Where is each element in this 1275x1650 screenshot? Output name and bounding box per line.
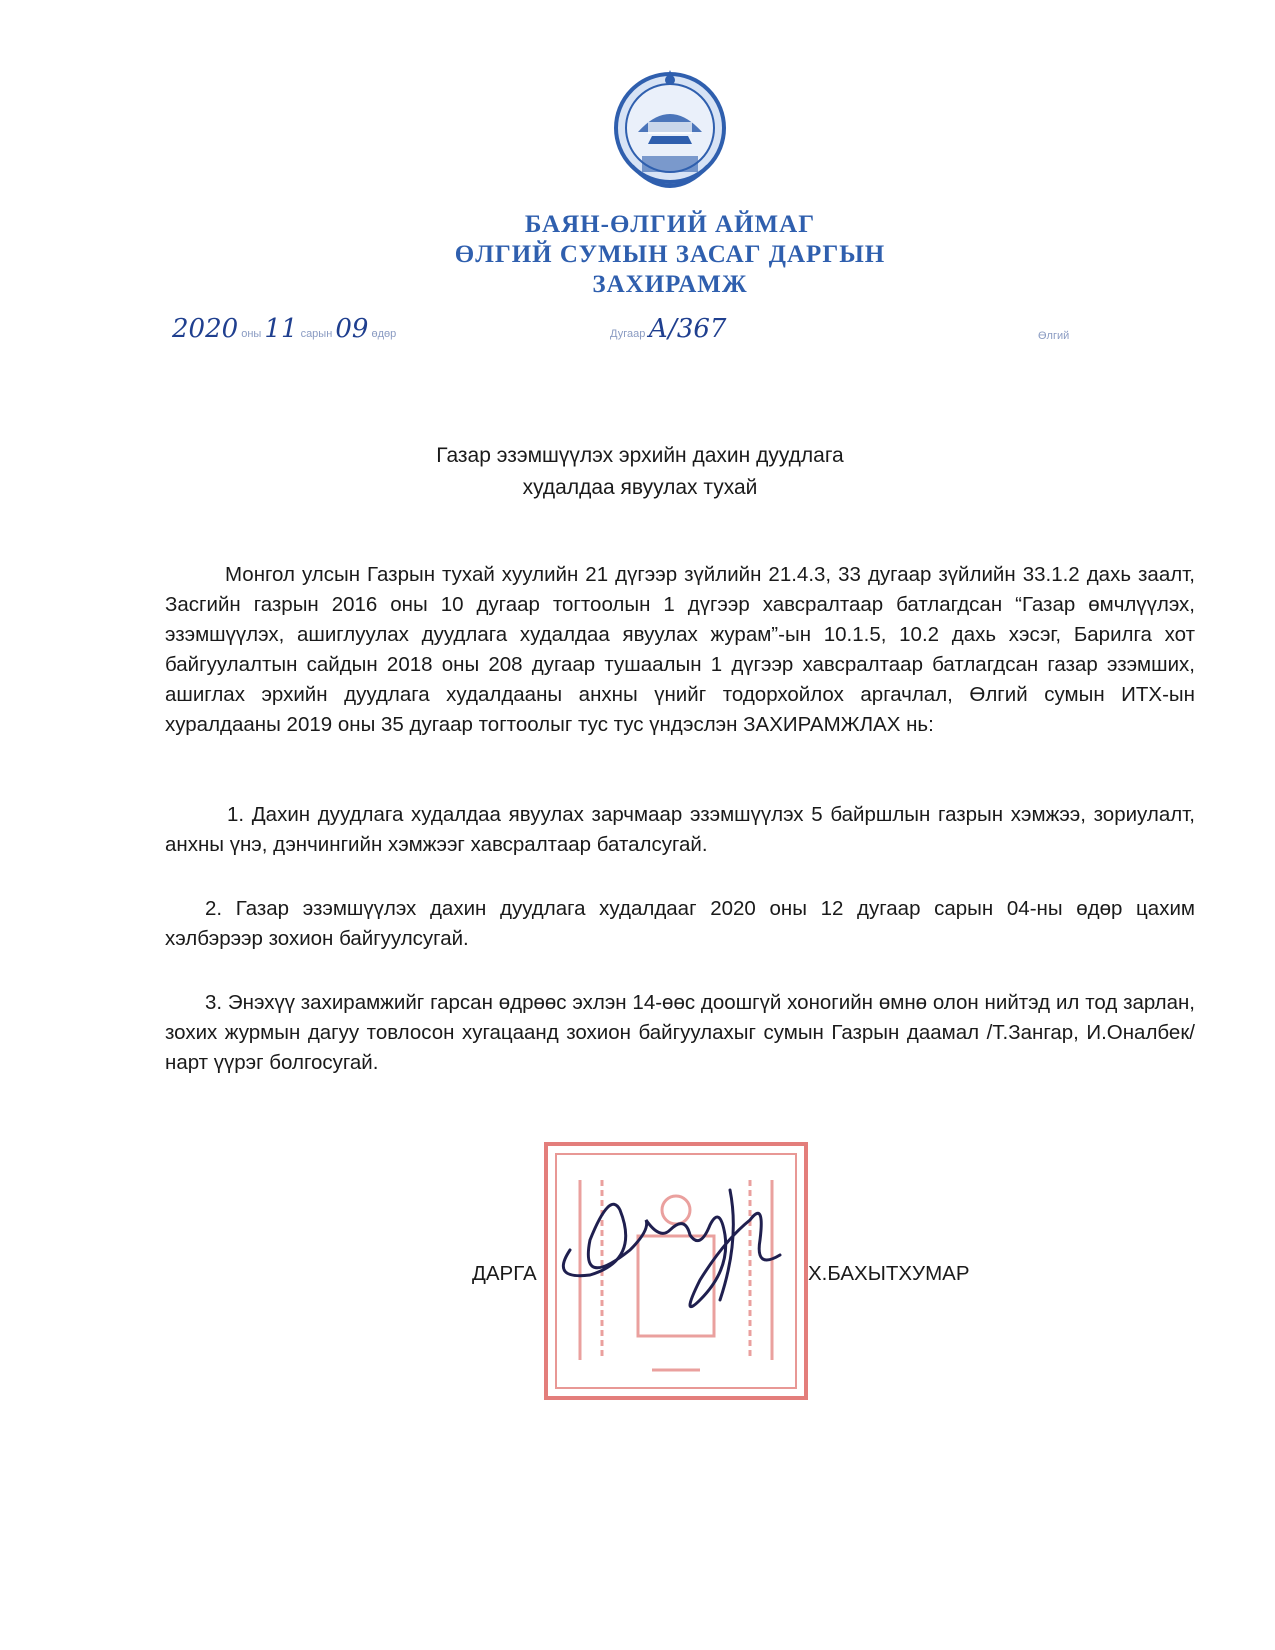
date-line [172,314,396,344]
preamble-text: Монгол улсын Газрын тухай хуулийн 21 дүгээр зүйлийн 21.4.3, 33 дугаар зүйлийн 33.1.2 дахь заалт, Засгийн газрын 2016 оны 10 дугаар тогтоолын 1 дүгээр хавсралтаар батлагдсан “Газар өмчлүүлэх, эзэмшүүлэх, ашиглуулах дуудлага худалдаа явуулах журам”-ын 10.1.5, 10.2 дахь хэсэг, Барилга хот байгуулалтын сайдын 2018 оны 208 дугаар тушаалын 1 дүгээр хавсралтаар батлагдсан газар эзэмших, ашиглах эрхийн дуудлага худалдааны анхны үнийг тодорхойлох аргачлал, Өлгий сумын ИТХ-ын хуралдааны 2019 оны 35 дугаар тогтоолыг тус тус үндэслэн ЗАХИРАМЖЛАХ нь: [165,563,1195,736]
subject-line1: Газар эзэмшүүлэх эрхийн дахин дуудлага [436,444,844,467]
handwritten-signature-icon [550,1180,810,1330]
number-label: Дугаар [610,328,646,340]
state-emblem-icon [608,66,732,206]
month-label: сарын [300,328,333,340]
day-label: өдөр [371,328,397,340]
org-name-line2: ӨЛГИЙ СУМЫН ЗАСАГ ДАРГЫН [454,241,886,268]
preamble-paragraph [165,560,1195,740]
document-number: А/367 [648,314,727,344]
order-item-1 [165,800,1195,860]
date-year: 2020 [172,314,239,344]
date-month: 11 [264,314,298,344]
order-item-1-text: 1. Дахин дуудлага худалдаа явуулах зарчмаар эзэмшүүлэх 5 байршлын газрын хэмжээ, зориулалт, анхны үнэ, дэнчингийн хэмжээг хавсралтаар баталсугай. [165,803,1195,856]
document-type: ЗАХИРАМЖ [592,271,748,298]
order-item-2-text: 2. Газар эзэмшүүлэх дахин дуудлага худалдааг 2020 оны 12 дугаар сарын 04-ны өдөр цахим хэлбэрээр зохион байгуулсугай. [165,897,1195,950]
number-line [610,314,726,344]
subject-line2: худалдаа явуулах тухай [522,476,758,499]
signatory-title: ДАРГА [472,1262,537,1285]
order-item-3 [165,988,1195,1078]
signatory-name: Х.БАХЫТХУМАР [808,1262,970,1285]
place-label: Өлгий [1038,330,1070,342]
org-name-line1: БАЯН-ӨЛГИЙ АЙМАГ [524,211,816,238]
year-label: оны [241,328,262,340]
subject [300,440,980,504]
order-item-2 [165,894,1195,954]
date-day: 09 [335,314,369,344]
order-item-3-text: 3. Энэхүү захирамжийг гарсан өдрөөс эхлэн 14-өөс доошгүй хоногийн өмнө олон нийтэд ил тод зарлан, зохих журмын дагуу товлосон хугацаанд зохион байгуулахыг сумын Газрын даамал /Т.Зангар, И.Оналбек/ нарт үүрэг болгосугай. [165,991,1195,1074]
